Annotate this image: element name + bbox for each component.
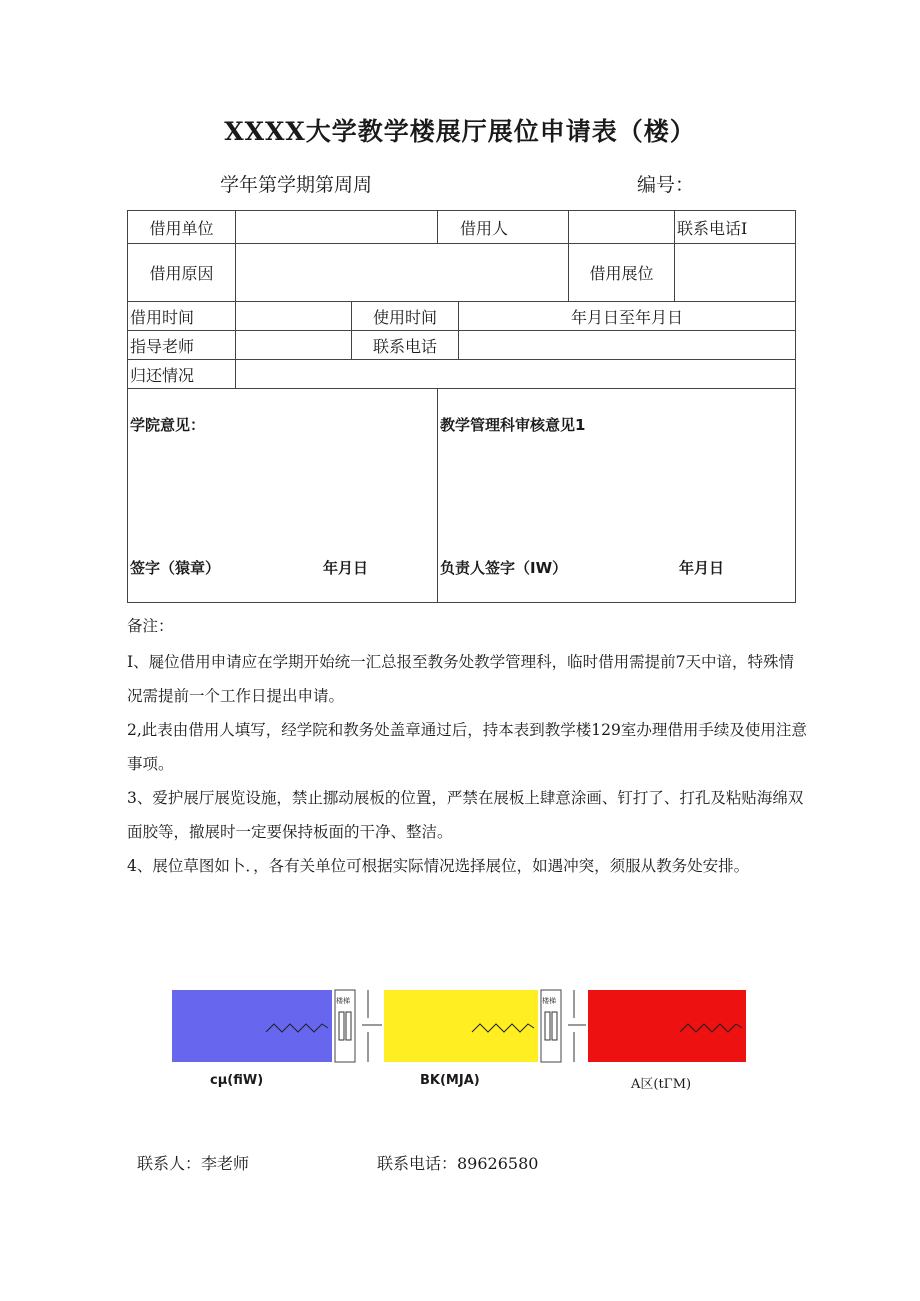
zone-c-label: cμ(fiW) — [210, 1073, 264, 1088]
contact-phone: 联系电话：89626580 — [377, 1154, 539, 1173]
borrow-reason-label: 借用原因 — [128, 244, 236, 302]
number-label: 编号： — [637, 174, 695, 196]
stair-block-left — [335, 990, 382, 1062]
zone-b-label: BK(MJA) — [420, 1073, 480, 1088]
return-status-label: 归还情况 — [128, 360, 236, 389]
responsible-sign-label: 负责人签字（IW） — [440, 559, 568, 577]
borrow-time-field[interactable] — [236, 302, 352, 331]
page-title: XXXX大学教学楼展厅展位申请表（楼） — [224, 117, 696, 146]
borrow-unit-label: 借用单位 — [128, 211, 236, 244]
advisor-phone-field[interactable] — [459, 331, 796, 360]
college-date-label: 年月日 — [323, 559, 369, 577]
application-form — [127, 210, 796, 603]
borrower-label: 借用人 — [438, 211, 569, 244]
booth-sketch — [172, 988, 746, 1064]
advisor-label: 指导老师 — [128, 331, 236, 360]
borrow-unit-field[interactable] — [236, 211, 438, 244]
borrow-time-label: 借用时间 — [128, 302, 236, 331]
college-opinion-label: 学院意见： — [130, 416, 206, 434]
dept-opinion-label: 教学管理科审核意见1 — [440, 416, 586, 434]
college-opinion-cell[interactable] — [128, 389, 438, 603]
stair-label: 楼梯 — [542, 997, 556, 1005]
zone-b-block — [384, 990, 538, 1062]
dept-opinion-cell[interactable] — [438, 389, 796, 603]
notes-heading: 备注： — [127, 617, 174, 635]
note-item: 4、展位草图如卜．，各有关单位可根据实际情况选择展位，如遇冲突，须服从教务处安排。 — [127, 857, 750, 875]
notes-list — [127, 645, 807, 883]
sign-seal-label: 签字（猿章） — [130, 559, 221, 577]
contact-phone-label: 联系电话I — [675, 211, 796, 244]
use-time-label: 使用时间 — [352, 302, 459, 331]
stair-label: 楼梯 — [336, 997, 350, 1005]
borrow-booth-label: 借用展位 — [569, 244, 675, 302]
use-time-range[interactable]: 年月日至年月日 — [459, 302, 796, 331]
return-status-field[interactable] — [236, 360, 796, 389]
dept-date-label: 年月日 — [679, 559, 725, 577]
note-item: 2,此表由借用人填写，经学院和教务处盖章通过后，持本表到教学楼129室办理借用手续及使用注意事项。 — [127, 721, 807, 773]
contact-person: 联系人：李老师 — [137, 1154, 250, 1173]
borrow-reason-field[interactable] — [236, 244, 569, 302]
borrow-booth-field[interactable] — [675, 244, 796, 302]
advisor-phone-label: 联系电话 — [352, 331, 459, 360]
advisor-field[interactable] — [236, 331, 352, 360]
borrower-field[interactable] — [569, 211, 675, 244]
term-line: 学年第学期第周周 — [220, 174, 373, 196]
note-item: I、屣位借用申请应在学期开始统一汇总报至教务处教学管理科，临时借用需提前7天中谙，特殊情况需提前一个工作日提出申请。 — [127, 653, 794, 705]
zone-a-label: A区(tΓM) — [631, 1077, 692, 1092]
stair-block-right — [541, 990, 586, 1062]
note-item: 3、爱护展厅展览设施，禁止挪动展板的位置，严禁在展板上肆意涂画、钉打了、打孔及粘贴海绵双面胶等，撤展时一定要保持板面的干净、整洁。 — [127, 789, 804, 841]
